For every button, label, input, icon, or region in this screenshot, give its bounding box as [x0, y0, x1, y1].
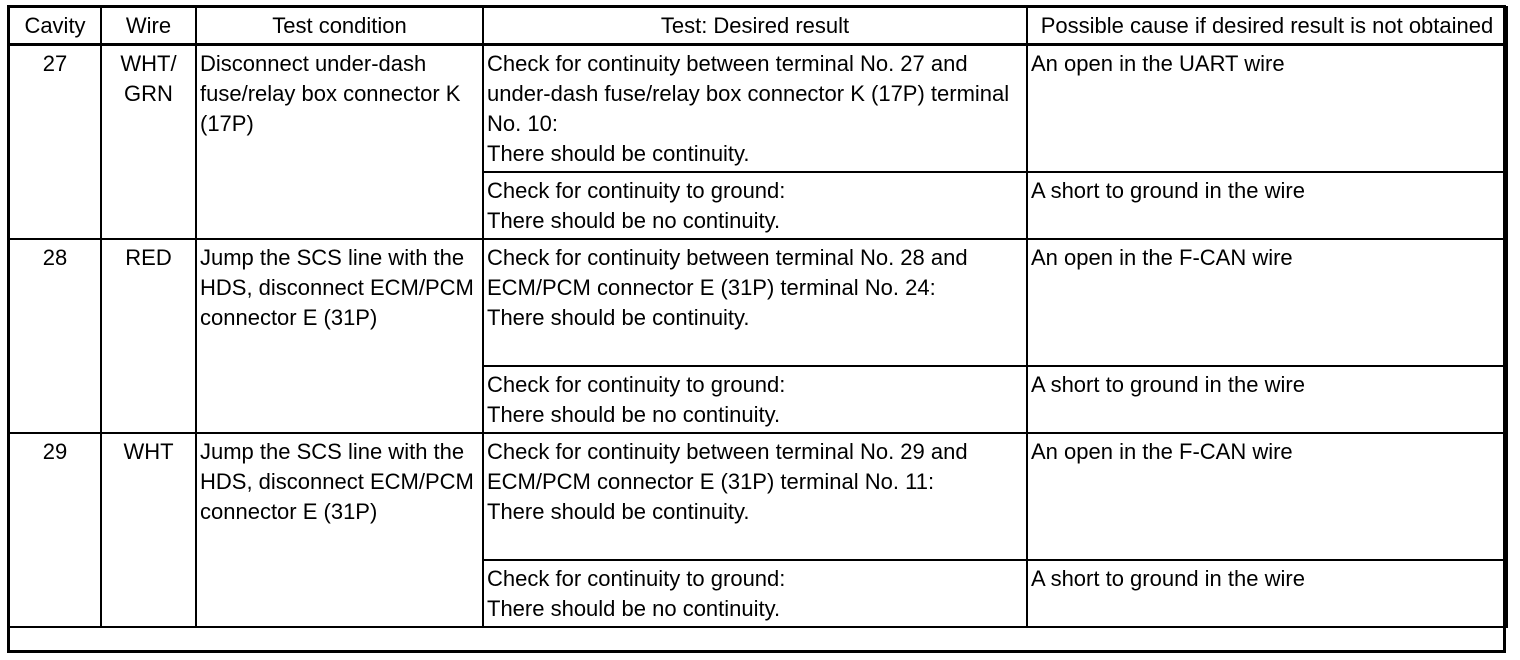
desired-result-text: Check for continuity between terminal No. 29 and ECM/PCM connector E (31P) terminal No. 11: [487, 439, 968, 494]
wire-cell: RED [101, 239, 196, 433]
desired-result-text: Check for continuity to ground: [487, 566, 786, 591]
desired-result-cell [483, 433, 1027, 560]
header-desired-result: Test: Desired result [483, 7, 1027, 45]
desired-result-cell [483, 45, 1027, 173]
possible-cause-cell: An open in the UART wire [1027, 45, 1507, 173]
possible-cause-cell: A short to ground in the wire [1027, 172, 1507, 239]
table-row [9, 45, 1507, 173]
cavity-cell: 27 [9, 45, 101, 240]
desired-result-cell [483, 560, 1027, 627]
desired-result-expectation: There should be continuity. [487, 141, 750, 166]
wire-cell: WHT [101, 433, 196, 627]
desired-result-expectation: There should be no continuity. [487, 596, 781, 621]
header-row [9, 7, 1507, 45]
desired-result-text: Check for continuity to ground: [487, 178, 786, 203]
table-row [9, 239, 1507, 366]
test-condition-cell: Disconnect under-dash fuse/relay box connector K (17P) [196, 45, 483, 240]
desired-result-text: Check for continuity between terminal No. 28 and ECM/PCM connector E (31P) terminal No. 24: [487, 245, 968, 300]
possible-cause-cell: A short to ground in the wire [1027, 560, 1507, 627]
possible-cause-cell: An open in the F-CAN wire [1027, 433, 1507, 560]
header-wire: Wire [101, 7, 196, 45]
wire-cell: WHT/ GRN [101, 45, 196, 240]
possible-cause-cell: An open in the F-CAN wire [1027, 239, 1507, 366]
cavity-cell: 29 [9, 433, 101, 627]
desired-result-expectation: There should be continuity. [487, 305, 750, 330]
header-cavity: Cavity [9, 7, 101, 45]
possible-cause-cell: A short to ground in the wire [1027, 366, 1507, 433]
test-condition-cell: Jump the SCS line with the HDS, disconnect ECM/PCM connector E (31P) [196, 239, 483, 433]
cavity-cell: 28 [9, 239, 101, 433]
desired-result-text: Check for continuity to ground: [487, 372, 786, 397]
desired-result-cell [483, 366, 1027, 433]
desired-result-expectation: There should be no continuity. [487, 402, 781, 427]
desired-result-expectation: There should be no continuity. [487, 208, 781, 233]
circuit-test-table [8, 6, 1508, 628]
desired-result-expectation: There should be continuity. [487, 499, 750, 524]
desired-result-text: Check for continuity between terminal No. 27 and under-dash fuse/relay box connector K (17P) terminal No. 10: [487, 51, 1010, 136]
test-condition-cell: Jump the SCS line with the HDS, disconnect ECM/PCM connector E (31P) [196, 433, 483, 627]
table-row [9, 433, 1507, 560]
desired-result-cell [483, 239, 1027, 366]
desired-result-cell [483, 172, 1027, 239]
header-possible-cause: Possible cause if desired result is not obtained [1027, 7, 1507, 45]
header-test-condition: Test condition [196, 7, 483, 45]
